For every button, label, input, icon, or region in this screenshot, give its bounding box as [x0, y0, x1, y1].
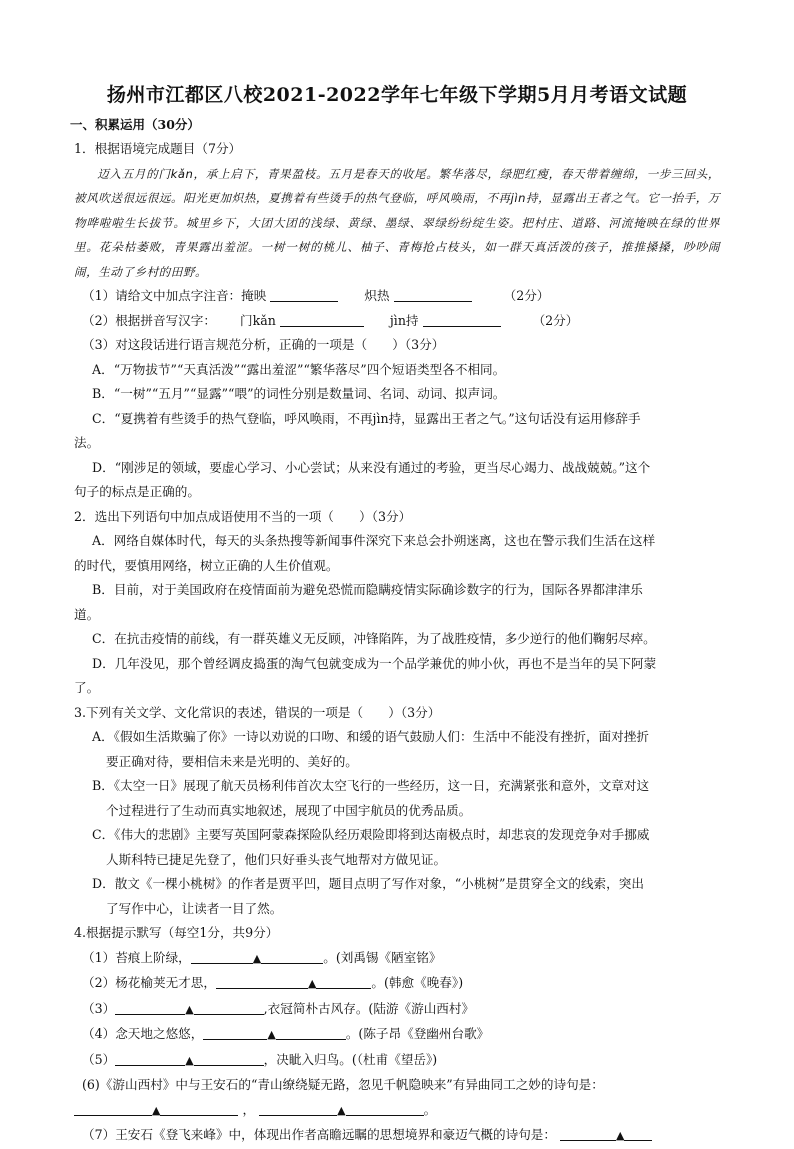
answer-blank[interactable] [203, 1025, 267, 1040]
source-text: ,衣冠简朴古风存。(陆游《游山西村》 [263, 1000, 475, 1016]
answer-blank[interactable] [160, 1101, 238, 1116]
section-heading: 一、积累运用（30分） [70, 117, 200, 132]
triangle-icon: ▲ [185, 1053, 194, 1067]
sub2-label: （2）根据拼音写汉字： [82, 312, 216, 328]
source-text: ，决眦入归鸟。(（杜甫《望岳》) [263, 1051, 438, 1067]
option-a: A．《假如生活欺骗了你》一诗以劝说的口吻、和缓的语气鼓励人们：生活中不能没有挫折，面对挫折 [92, 729, 649, 744]
sub1-label-b: 炽热 [364, 288, 390, 303]
dictation-line-7 [74, 1123, 720, 1149]
prompt-text: （7）王安石《登飞来峰》中，体现出作者高瞻远瞩的思想境界和豪迈气概的诗句是： [82, 1127, 556, 1142]
answer-blank[interactable] [115, 1051, 185, 1066]
question-1-passage: 迈入五月的门kǎn，承上启下，青果盈枝。五月是春天的收尾。繁华落尽，绿肥红瘦，春天带着缠绵，一步三回头，被风吹送很远很远。阳光更加炽热，夏携着有些烫手的热气登临，呼风唤雨，不再jìn持，显露出王者之气。它一抬手，万物哗啦啦生长拔节。城里乡下，大团大团的浅绿、黄绿、墨绿、翠绿纷纷绽生姿。把村庄、道路、河流掩映在绿的世界里。花朵枯萎败，青果露出羞涩。一树一树的桃儿、柚子、青梅抢占枝头，如一群天真活泼的孩子，推推搡搡，吵吵闹闹，生动了乡村的田野。 [74, 166, 720, 279]
triangle-icon: ▲ [337, 1103, 346, 1117]
prompt-text: （2）杨花榆荚无才思， [82, 975, 216, 990]
option-d-cont: 了写作中心，让读者一目了然。 [106, 900, 283, 916]
dictation-line-2 [74, 971, 720, 997]
sub1-label: （1）请给文中加点字注音：掩映 [82, 288, 267, 303]
answer-blank[interactable] [259, 1101, 337, 1116]
period-text: 。 [423, 1101, 437, 1117]
option-d-cont: 句子的标点是正确的。 [74, 484, 200, 499]
source-text: 。(陈子昂《登幽州台歌》 [345, 1026, 490, 1041]
dictation-line-4 [74, 1022, 720, 1048]
option-c: C．“夏携着有些烫手的热气登临，呼风唤雨，不再jìn持，显露出王者之气。”这句话没有运用修辞手 [92, 410, 641, 426]
triangle-icon: ▲ [307, 977, 317, 990]
option-b: B．“一树”“五月”“显露”“喂”的词性分别是数量词、名词、动词、拟声词。 [92, 386, 506, 401]
option-d: D．散文《一棵小桃树》的作者是贾平凹，题目点明了写作对象，“小桃树”是贯穿全文的线索，突出 [92, 876, 644, 891]
answer-blank[interactable] [280, 312, 364, 327]
answer-blank[interactable] [191, 949, 253, 964]
option-c-cont: 法。 [74, 435, 100, 450]
answer-blank[interactable] [270, 287, 338, 302]
option-b: B．《太空一日》展现了航天员杨利伟首次太空飞行的一些经历，这一日，充满紧张和意外，文章对这 [92, 778, 650, 793]
option-b-cont: 个过程进行了生动而真实地叙述，展现了中国宇航员的优秀品质。 [106, 802, 472, 818]
question-1-stem: 1．根据语境完成题目（7分） [74, 141, 242, 156]
triangle-icon: ▲ [252, 951, 262, 965]
option-a: A．“万物拔节”“天真活泼”“露出羞涩”“繁华落尽”四个短语类型各不相同。 [92, 361, 506, 377]
answer-blank[interactable] [194, 1051, 264, 1066]
source-text: 。(刘禹锡《陋室铭》 [323, 949, 442, 965]
triangle-icon: ▲ [267, 1028, 276, 1041]
dictation-line-5 [74, 1048, 720, 1074]
option-d-cont: 了。 [74, 680, 100, 695]
exam-page [70, 80, 720, 1149]
dictation-line-1 [74, 946, 720, 972]
comma-text: ， [242, 1101, 256, 1117]
prompt-text: （4）念天地之悠悠， [82, 1026, 204, 1041]
option-a-cont: 的时代，要慎用网络，树立正确的人生价值观。 [74, 557, 339, 573]
answer-blank[interactable] [261, 949, 323, 964]
question-4-stem: 4.根据提示默写（每空1分，共9分） [74, 925, 279, 940]
option-b-cont: 道。 [74, 606, 100, 622]
page-title: 扬州市江都区八校2021-2022学年七年级下学期5月月考语文试题 [106, 84, 688, 106]
question-1-sub3: （3）对这段话进行语言规范分析，正确的一项是（ ）（3分） [82, 337, 445, 352]
option-c: C．在抗击疫情的前线，有一群英雄义无反顾，冲锋陷阵，为了战胜疫情，多少逆行的他们鞠躬尽瘁。 [92, 631, 656, 646]
option-c: C．《伟大的悲剧》主要写英国阿蒙森探险队经历艰险即将到达南极点时，却悲哀的发现竞争对手挪威 [92, 827, 650, 842]
option-b: B．目前，对于美国政府在疫情面前为避免恐慌而隐瞒疫情实际确诊数字的行为，国际各界都津津乐 [92, 582, 643, 597]
answer-blank[interactable] [74, 1101, 152, 1116]
answer-blank[interactable] [276, 1025, 346, 1040]
option-d: D．“刚涉足的领域，要虚心学习、小心尝试；从来没有通过的考验，更当尽心竭力、战战兢兢。”这个 [92, 459, 651, 475]
sub2-label-a: 门kǎn [239, 312, 276, 328]
answer-blank[interactable] [423, 312, 501, 327]
answer-blank[interactable] [216, 974, 308, 989]
answer-blank[interactable] [394, 287, 472, 302]
dictation-line-6-answer [74, 1098, 720, 1124]
score: （2分） [532, 312, 579, 328]
sub2-label-b: jìn持 [389, 312, 419, 328]
prompt-text: （3） [82, 1000, 116, 1016]
triangle-icon: ▲ [152, 1103, 161, 1117]
answer-blank[interactable] [115, 1000, 185, 1015]
question-1-sub2 [74, 309, 720, 334]
dictation-line-6: (6)《游山西村》中与王安石的“青山缭绕疑无路，忽见千帆隐映来”有异曲同工之妙的诗句是： [82, 1077, 604, 1092]
option-d: D．几年没见，那个曾经调皮捣蛋的淘气包就变成为一个品学兼优的帅小伙，再也不是当年的吴下阿蒙 [92, 655, 657, 671]
question-1-sub1 [74, 284, 720, 309]
answer-blank[interactable] [346, 1101, 424, 1116]
prompt-text: （5） [82, 1051, 116, 1067]
answer-blank[interactable] [194, 1000, 264, 1015]
question-3-stem: 3.下列有关文学、文化常识的表述，错误的一项是（ ）（3分） [74, 704, 441, 720]
triangle-icon: ▲ [616, 1129, 625, 1142]
question-2-stem: 2．选出下列语句中加点成语使用不当的一项（ ）（3分） [74, 508, 412, 524]
prompt-text: （1）苔痕上阶绿， [82, 949, 191, 965]
option-a: A．网络自媒体时代，每天的头条热搜等新闻事件深究下来总会扑朔迷离，这也在警示我们生活在这样 [92, 533, 656, 548]
answer-blank[interactable] [316, 974, 371, 989]
answer-blank[interactable] [560, 1126, 616, 1141]
dictation-line-3 [74, 997, 720, 1023]
option-a-cont: 要正确对待，要相信未来是光明的、美好的。 [106, 753, 358, 769]
option-c-cont: 人斯科特已捷足先登了，他们只好垂头丧气地帮对方做见证。 [106, 851, 447, 867]
score: （2分） [503, 288, 550, 303]
source-text: 。(韩愈《晚春》) [371, 975, 464, 990]
answer-blank[interactable] [624, 1126, 652, 1141]
triangle-icon: ▲ [185, 1002, 194, 1016]
